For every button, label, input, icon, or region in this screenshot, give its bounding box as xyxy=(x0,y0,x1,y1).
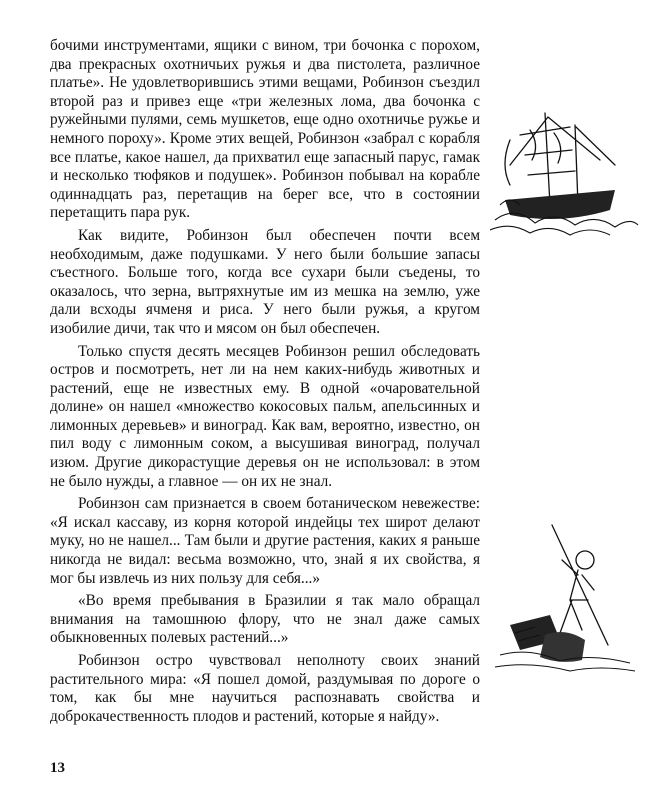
paragraph-6: Робинзон остро чувствовал неполноту своих знаний растительного мира: «Я пошел домой, раздумывая по дороге о том, как бы мне научиться распознавать свойства и доброкачественность плодов и растений, которые я найду». xyxy=(50,652,480,725)
text-column xyxy=(50,37,480,726)
robinson-illustration xyxy=(490,515,640,675)
paragraph-3: Только спустя десять месяцев Робинзон решил обследовать остров и посмотреть, нет ли на нем каких-нибудь животных и растений, еще не известных ему. В одной «очаровательной долине» он нашел «множество кокосовых пальм, апельсинных и лимонных деревьев» и виноград. Как вам, вероятно, известно, он пил воду с лимонным соком, а высушивая виноград, получал изюм. Другие дикорастущие деревья он не использовал: в этом не было нужды, а главное — он их не знал. xyxy=(50,342,480,490)
paragraph-1: бочими инструментами, ящики с вином, три бочонка с порохом, два прекрасных охотничьих ружья и два пистолета, различное платье». Не удовлетворившись этими вещами, Робинзон съездил второй раз и привез еще «три железных лома, два бочонка с ружейными пулями, семь мушкетов, еще одно охотничье ружье и немного пороху». Кроме этих вещей, Робинзон «забрал с корабля все платье, какое нашел, да прихватил еще запасный парус, гамак и несколько тюфяков и подушек». Робинзон побывал на корабле одиннадцать раз, перетащив на берег все, что в состоянии перетащить пара рук. xyxy=(50,37,480,222)
paragraph-2: Как видите, Робинзон был обеспечен почти всем необходимым, даже подушками. У него были большие запасы съестного. Больше того, когда все сухари были съедены, то оказалось, что зерна, вытряхнутые им из мешка на землю, уже дали всходы ячменя и риса. У него были ружья, а кругом изобилие дичи, так что и мясом он был обеспечен. xyxy=(50,226,480,337)
page-number: 13 xyxy=(50,760,65,776)
ship-illustration xyxy=(490,105,640,240)
paragraph-5: «Во время пребывания в Бразилии я так мало обращал внимания на тамошнюю флору, что не знал даже самых обыкновенных полевых растений...» xyxy=(50,592,480,647)
paragraph-4: Робинзон сам признается в своем ботаническом невежестве: «Я искал кассаву, из корня которой индейцы тех широт делают муку, но не нашел... Там были и другие растения, каких я раньше никогда не видал: весьма возможно, что, знай я их свойства, я мог бы извлечь из них пользу для себя...» xyxy=(50,495,480,587)
